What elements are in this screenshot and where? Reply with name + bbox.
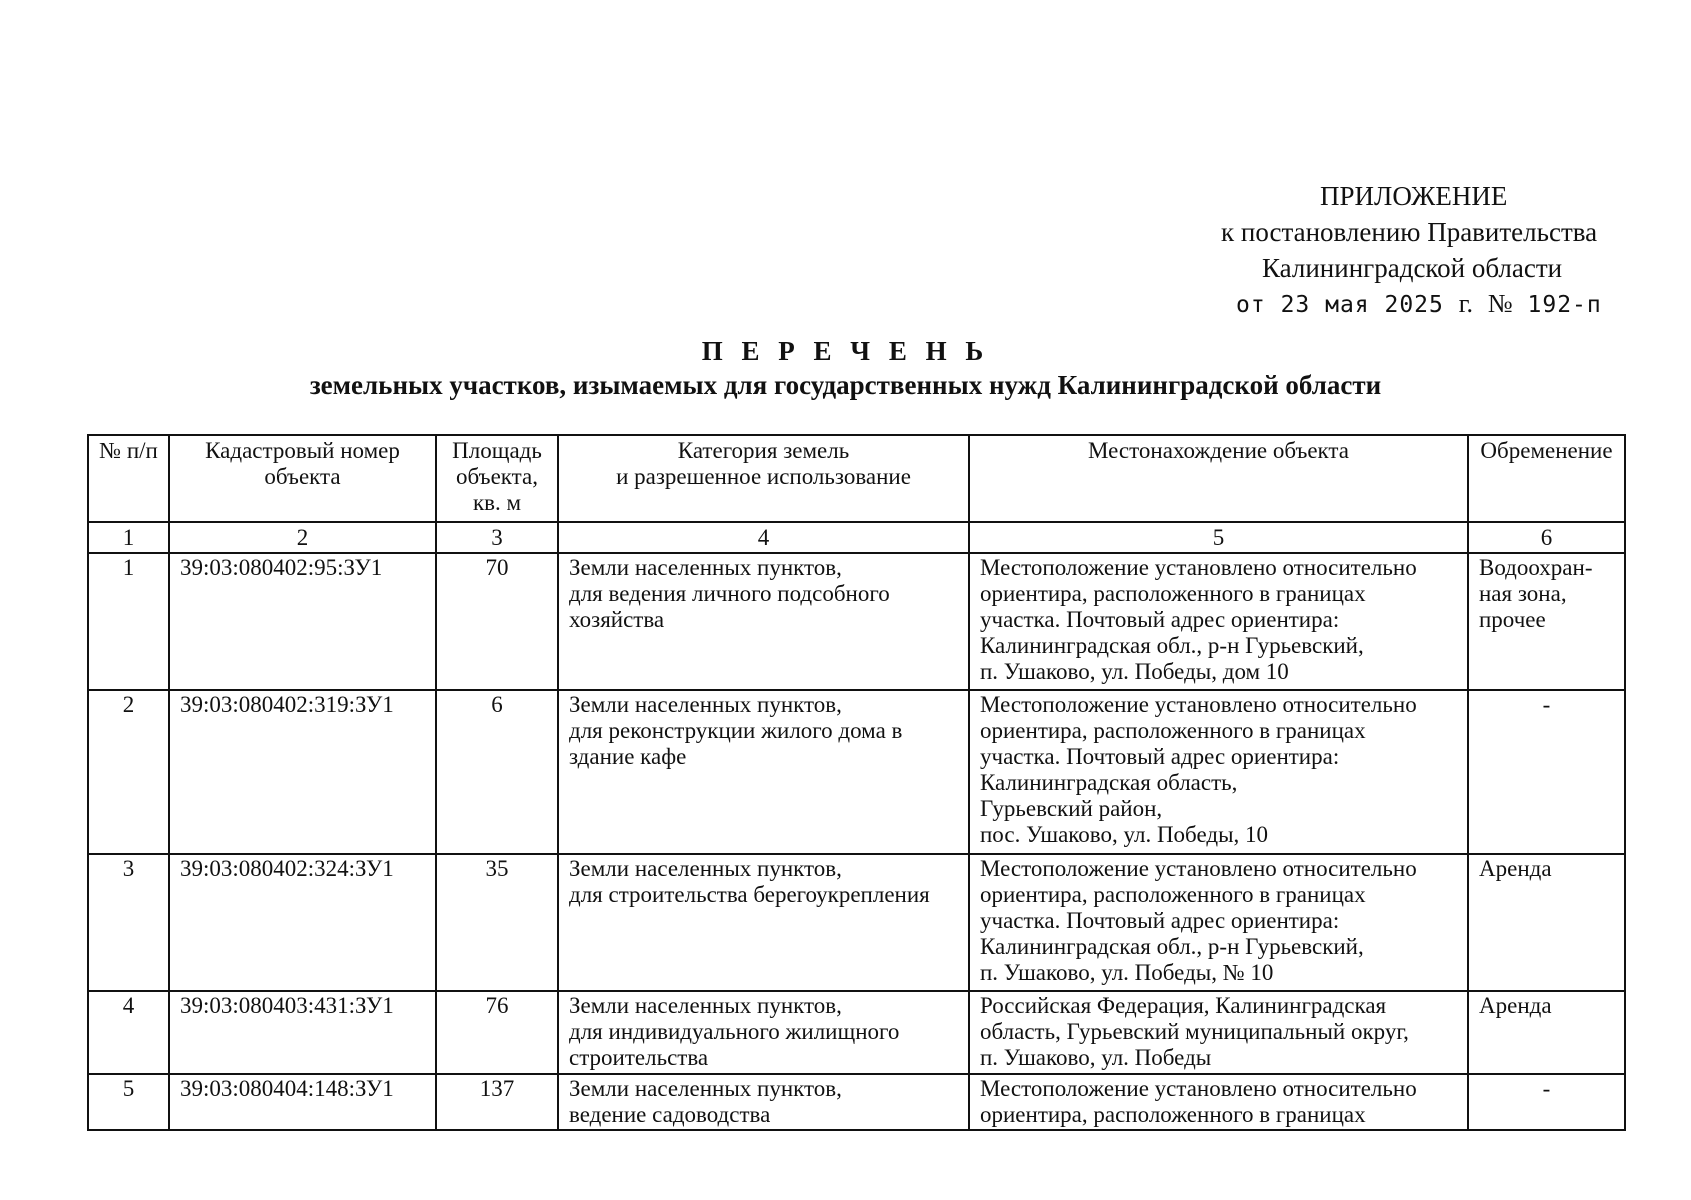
plot-area: 6 xyxy=(436,690,558,854)
column-number: 4 xyxy=(558,522,969,553)
row-number: 2 xyxy=(88,690,169,854)
land-category: Земли населенных пунктов, для реконструкции жилого дома в здание кафе xyxy=(558,690,969,854)
plot-area: 35 xyxy=(436,854,558,991)
table-row xyxy=(88,1074,1625,1130)
cadastral-number: 39:03:080402:324:ЗУ1 xyxy=(169,854,436,991)
decree-number: 192-п xyxy=(1527,292,1602,318)
land-category: Земли населенных пунктов, для ведения личного подсобного хозяйства xyxy=(558,553,969,690)
column-header: Местонахождение объекта xyxy=(969,435,1468,522)
plot-location: Местоположение установлено относительно ориентира, расположенного в границах участка. Почтовый адрес ориентира: Калининградская область, Гурьевский район, пос. Ушаково, ул. Победы, 10 xyxy=(969,690,1468,854)
table-header-row xyxy=(88,435,1625,522)
row-number: 3 xyxy=(88,854,169,991)
plot-location: Местоположение установлено относительно ориентира, расположенного в границах участка. Почтовый адрес ориентира: Калининградская обл., р-н Гурьевский, п. Ушаково, ул. Победы, № 10 xyxy=(969,854,1468,991)
column-number: 3 xyxy=(436,522,558,553)
cadastral-number: 39:03:080402:95:ЗУ1 xyxy=(169,553,436,690)
number-sign: № xyxy=(1487,289,1513,318)
encumbrance: - xyxy=(1468,690,1625,854)
encumbrance: Аренда xyxy=(1468,854,1625,991)
column-header: № п/п xyxy=(88,435,169,522)
column-number: 6 xyxy=(1468,522,1625,553)
column-number-row xyxy=(88,522,1625,553)
decree-reference: к постановлению Правительства xyxy=(1221,217,1598,247)
table-row xyxy=(88,690,1625,854)
land-category: Земли населенных пунктов, ведение садоводства xyxy=(558,1074,969,1130)
decree-date-line xyxy=(1200,286,1640,323)
cadastral-number: 39:03:080402:319:ЗУ1 xyxy=(169,690,436,854)
column-header: Площадь объекта, кв. м xyxy=(436,435,558,522)
column-header: Кадастровый номер объекта xyxy=(169,435,436,522)
column-number: 5 xyxy=(969,522,1468,553)
appendix-header xyxy=(1200,178,1640,323)
plot-location: Российская Федерация, Калининградская область, Гурьевский муниципальный округ, п. Ушаково, ул. Победы xyxy=(969,991,1468,1074)
land-category: Земли населенных пунктов, для строительства берегоукрепления xyxy=(558,854,969,991)
row-number: 1 xyxy=(88,553,169,690)
column-header: Категория земель и разрешенное использование xyxy=(558,435,969,522)
document-title: П Е Р Е Ч Е Н Ь xyxy=(701,336,990,366)
table-row xyxy=(88,553,1625,690)
date-year-suffix: г. xyxy=(1458,289,1473,318)
region-name: Калининградской области xyxy=(1262,253,1563,283)
cadastral-number: 39:03:080404:148:ЗУ1 xyxy=(169,1074,436,1130)
table-row xyxy=(88,854,1625,991)
plot-location: Местоположение установлено относительно ориентира, расположенного в границах xyxy=(969,1074,1468,1130)
encumbrance: Аренда xyxy=(1468,991,1625,1074)
plot-area: 137 xyxy=(436,1074,558,1130)
row-number: 4 xyxy=(88,991,169,1074)
document-subtitle: земельных участков, изымаемых для государственных нужд Калининградской области xyxy=(309,370,1382,400)
encumbrance: Водоохран- ная зона, прочее xyxy=(1468,553,1625,690)
land-plots-table xyxy=(87,434,1626,1131)
plot-area: 70 xyxy=(436,553,558,690)
column-number: 2 xyxy=(169,522,436,553)
encumbrance: - xyxy=(1468,1074,1625,1130)
column-header: Обременение xyxy=(1468,435,1625,522)
column-number: 1 xyxy=(88,522,169,553)
appendix-label: ПРИЛОЖЕНИЕ xyxy=(1320,181,1508,211)
cadastral-number: 39:03:080403:431:ЗУ1 xyxy=(169,991,436,1074)
land-category: Земли населенных пунктов, для индивидуального жилищного строительства xyxy=(558,991,969,1074)
decree-date: 23 мая 2025 xyxy=(1280,292,1444,318)
plot-location: Местоположение установлено относительно ориентира, расположенного в границах участка. Почтовый адрес ориентира: Калининградская обл., р-н Гурьевский, п. Ушаково, ул. Победы, дом 10 xyxy=(969,553,1468,690)
table-row xyxy=(88,991,1625,1074)
row-number: 5 xyxy=(88,1074,169,1130)
plot-area: 76 xyxy=(436,991,558,1074)
date-prefix: от xyxy=(1236,292,1266,318)
